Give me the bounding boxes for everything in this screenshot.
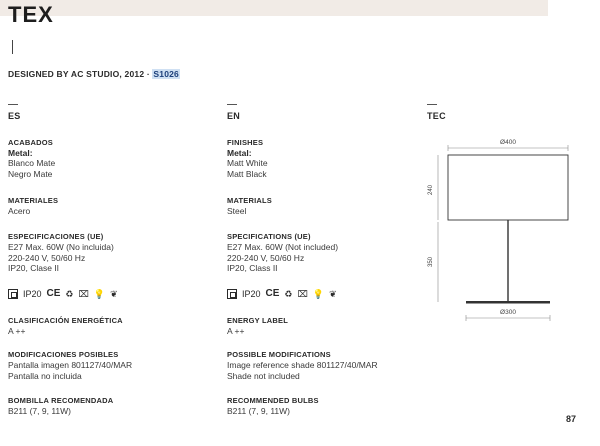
column-dash — [427, 104, 437, 105]
dim-base-label: Ø300 — [500, 309, 516, 316]
bulb-icon: 💡 — [93, 289, 106, 299]
bulbs-section — [227, 396, 417, 417]
section-title: ESPECIFICACIONES (UE) — [8, 232, 104, 241]
lamp-base — [466, 301, 550, 304]
modification-item: Shade not included — [227, 370, 300, 381]
finish-item: Negro Mate — [8, 168, 53, 179]
bulb-item: B211 (7, 9, 11W) — [227, 406, 290, 416]
finish-item: Matt White — [227, 158, 268, 168]
technical-drawing — [418, 130, 578, 330]
spec-item: 220-240 V, 50/60 Hz — [8, 252, 86, 263]
text-cursor — [12, 40, 13, 54]
class-ii-icon — [227, 289, 237, 299]
spec-item: E27 Max. 60W (No incluida) — [8, 242, 114, 252]
section-subtitle: Metal: — [8, 148, 33, 158]
specs-section — [8, 232, 198, 274]
spec-item: IP20, Clase II — [8, 263, 60, 273]
energy-leaf-icon: ❦ — [329, 289, 337, 299]
ip-label: IP20 — [242, 289, 261, 299]
weee-bin-icon: ⌧ — [78, 289, 89, 299]
modification-item: Pantalla imagen 801127/40/MAR — [8, 360, 133, 370]
section-title: POSSIBLE MODIFICATIONS — [227, 350, 331, 359]
column-en — [227, 104, 417, 416]
certification-icons — [8, 288, 118, 300]
energy-section — [227, 316, 417, 337]
modification-item: Image reference shade 801127/40/MAR — [227, 360, 378, 370]
column-tec — [427, 104, 600, 121]
bulbs-section — [8, 396, 198, 417]
column-lang: ES — [8, 111, 21, 121]
finish-item: Blanco Mate — [8, 158, 56, 168]
modifications-section — [227, 350, 417, 381]
ce-mark-icon: CE — [46, 288, 61, 299]
materials-section — [8, 196, 198, 217]
dim-stem-label: 350 — [428, 256, 434, 268]
material-item: Steel — [227, 206, 247, 216]
energy-section — [8, 316, 198, 337]
section-subtitle: Metal: — [227, 148, 252, 158]
certification-icons — [227, 288, 337, 300]
spec-item: IP20, Class II — [227, 263, 278, 273]
lamp-shade — [448, 155, 568, 220]
section-title: MODIFICACIONES POSIBLES — [8, 350, 119, 359]
section-title: SPECIFICATIONS (UE) — [227, 232, 311, 241]
section-title: ACABADOS — [8, 138, 53, 147]
material-item: Acero — [8, 206, 31, 216]
column-lang: EN — [227, 111, 241, 121]
spec-item: 220-240 V, 50/60 Hz — [227, 252, 305, 263]
dim-shade-label: 240 — [428, 184, 434, 196]
modification-item: Pantalla no incluida — [8, 370, 82, 381]
spec-item: E27 Max. 60W (Not included) — [227, 242, 339, 252]
section-title: MATERIALES — [8, 196, 59, 205]
energy-value: A ++ — [8, 326, 26, 336]
ce-mark-icon: CE — [265, 288, 280, 299]
section-title: MATERIALS — [227, 196, 272, 205]
designer-separator: · — [146, 69, 150, 79]
column-dash — [227, 104, 237, 105]
column-lang: TEC — [427, 111, 446, 121]
energy-leaf-icon: ❦ — [110, 289, 118, 299]
finishes-section — [227, 138, 417, 179]
class-ii-icon — [8, 289, 18, 299]
top-band — [0, 0, 548, 16]
designer-text: DESIGNED BY AC STUDIO, 2012 — [8, 69, 145, 79]
section-title: RECOMMENDED BULBS — [227, 396, 319, 405]
designer-line — [8, 69, 180, 79]
section-title: FINISHES — [227, 138, 264, 147]
weee-bin-icon: ⌧ — [297, 289, 308, 299]
modifications-section — [8, 350, 198, 381]
materials-section — [227, 196, 417, 217]
section-title: ENERGY LABEL — [227, 316, 289, 325]
recycle-icon: ♻ — [65, 289, 74, 299]
section-title: BOMBILLA RECOMENDADA — [8, 396, 114, 405]
bulb-icon: 💡 — [312, 289, 325, 299]
recycle-icon: ♻ — [284, 289, 293, 299]
product-code[interactable]: S1026 — [153, 69, 179, 79]
finish-item: Matt Black — [227, 168, 267, 179]
page-number: 87 — [566, 414, 577, 424]
page-title: TEX — [8, 2, 54, 27]
ip-label: IP20 — [23, 289, 42, 299]
energy-value: A ++ — [227, 326, 245, 336]
bulb-item: B211 (7, 9, 11W) — [8, 406, 71, 416]
column-dash — [8, 104, 18, 105]
dim-top-label: Ø400 — [500, 139, 516, 146]
column-es — [8, 104, 198, 416]
section-title: CLASIFICACIÓN ENERGÉTICA — [8, 316, 123, 325]
finishes-section — [8, 138, 198, 179]
specs-section — [227, 232, 417, 274]
